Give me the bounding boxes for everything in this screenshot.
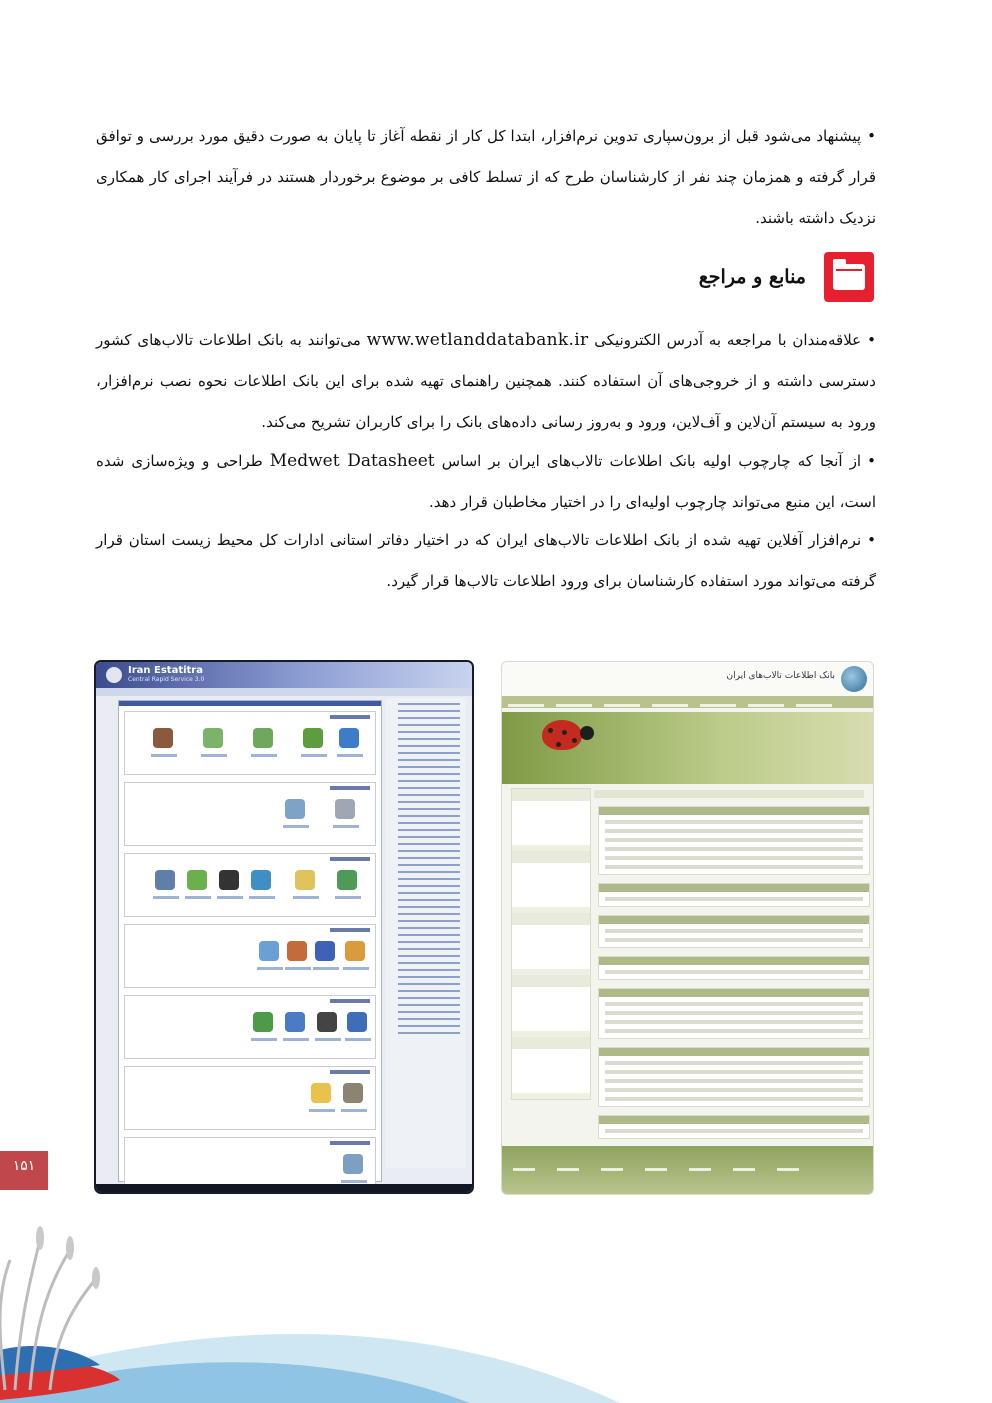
app-menu-strip bbox=[96, 688, 472, 696]
bullet-icon: • bbox=[867, 452, 876, 470]
app-title-bar bbox=[96, 662, 472, 688]
site-sidebar bbox=[511, 788, 591, 1100]
paragraph-offline bbox=[96, 520, 876, 602]
folder-icon bbox=[824, 252, 874, 302]
paragraph-text: طراحی و ویژه‌سازی شده است، این منبع می‌تواند چارچوب اولیه‌ای را در اختیار مخاطبان قرار دهد. bbox=[96, 452, 876, 511]
app-status-bar bbox=[96, 1184, 472, 1192]
site-logo-text: بانک اطلاعات تالاب‌های ایران bbox=[726, 671, 835, 681]
app-logo-icon bbox=[106, 667, 122, 683]
paragraph-medwet bbox=[96, 441, 876, 523]
bullet-icon: • bbox=[867, 331, 876, 349]
app-main-panel bbox=[118, 700, 382, 1182]
site-header bbox=[502, 662, 873, 696]
medwet-term: Medwet Datasheet bbox=[269, 451, 435, 471]
app-title: Iran Estatitra bbox=[128, 665, 203, 676]
page-number: ۱۵۱ bbox=[0, 1151, 48, 1190]
site-footer bbox=[502, 1146, 873, 1194]
bullet-icon: • bbox=[867, 127, 876, 145]
icon-group bbox=[124, 853, 376, 917]
icon-group bbox=[124, 1066, 376, 1130]
site-nav bbox=[502, 696, 873, 708]
paragraph-text: نرم‌افزار آفلاین تهیه شده از بانک اطلاعات تالاب‌های ایران که در اختیار دفاتر استانی ادارات کل محیط زیست استان قرار گرفته می‌تواند مورد استفاده کارشناسان برای ورود اطلاعات تالاب‌ها قرار گیرد. bbox=[96, 531, 876, 590]
bullet-icon: • bbox=[867, 531, 876, 549]
icon-group bbox=[124, 782, 376, 846]
website-screenshot bbox=[501, 661, 874, 1195]
app-tree-panel bbox=[386, 698, 466, 1168]
offline-app-screenshot bbox=[94, 660, 474, 1194]
site-breadcrumb bbox=[594, 790, 864, 798]
paragraph-text: علاقه‌مندان با مراجعه به آدرس الکترونیکی bbox=[594, 331, 862, 349]
paragraph-text: پیشنهاد می‌شود قبل از برون‌سپاری تدوین نرم‌افزار، ابتدا کل کار از نقطه آغاز تا پایان به صورت دقیق مورد بررسی و توافق قرار گرفته و همزمان چند نفر از کارشناسان طرح که از تسلط کافی بر موضوع برخوردار هستند در فرآیند اجرای کار همکاری نزدیک داشته باشند. bbox=[96, 127, 876, 227]
icon-group bbox=[124, 711, 376, 775]
site-content bbox=[598, 806, 870, 1147]
ladybug-image bbox=[542, 720, 582, 750]
ladybug-head bbox=[580, 726, 594, 740]
icon-group bbox=[124, 995, 376, 1059]
section-title: منابع و مراجع bbox=[698, 266, 806, 288]
site-logo-icon bbox=[841, 666, 867, 692]
section-heading bbox=[699, 252, 874, 302]
icon-group bbox=[124, 924, 376, 988]
paragraph-text: از آنجا که چارچوب اولیه بانک اطلاعات تالاب‌های ایران بر اساس bbox=[441, 452, 862, 470]
app-subtitle: Central Rapid Service 3.0 bbox=[128, 676, 205, 683]
paragraph-website bbox=[96, 320, 876, 443]
paragraph-text: می‌توانند به بانک اطلاعات تالاب‌های کشور دسترسی داشته و از خروجی‌های آن استفاده کنند. همچنین راهنمای تهیه شده برای این بانک اطلاعات نحوه نصب نرم‌افزار، ورود به سیستم آن‌لاین و آف‌لاین، ورود و به‌روز رسانی داده‌های بانک را برای کاربران تشریح می‌کند. bbox=[96, 331, 876, 431]
website-url: www.wetlanddatabank.ir bbox=[366, 330, 589, 350]
paragraph-outsourcing bbox=[96, 116, 876, 239]
footer-decoration bbox=[0, 1200, 992, 1403]
